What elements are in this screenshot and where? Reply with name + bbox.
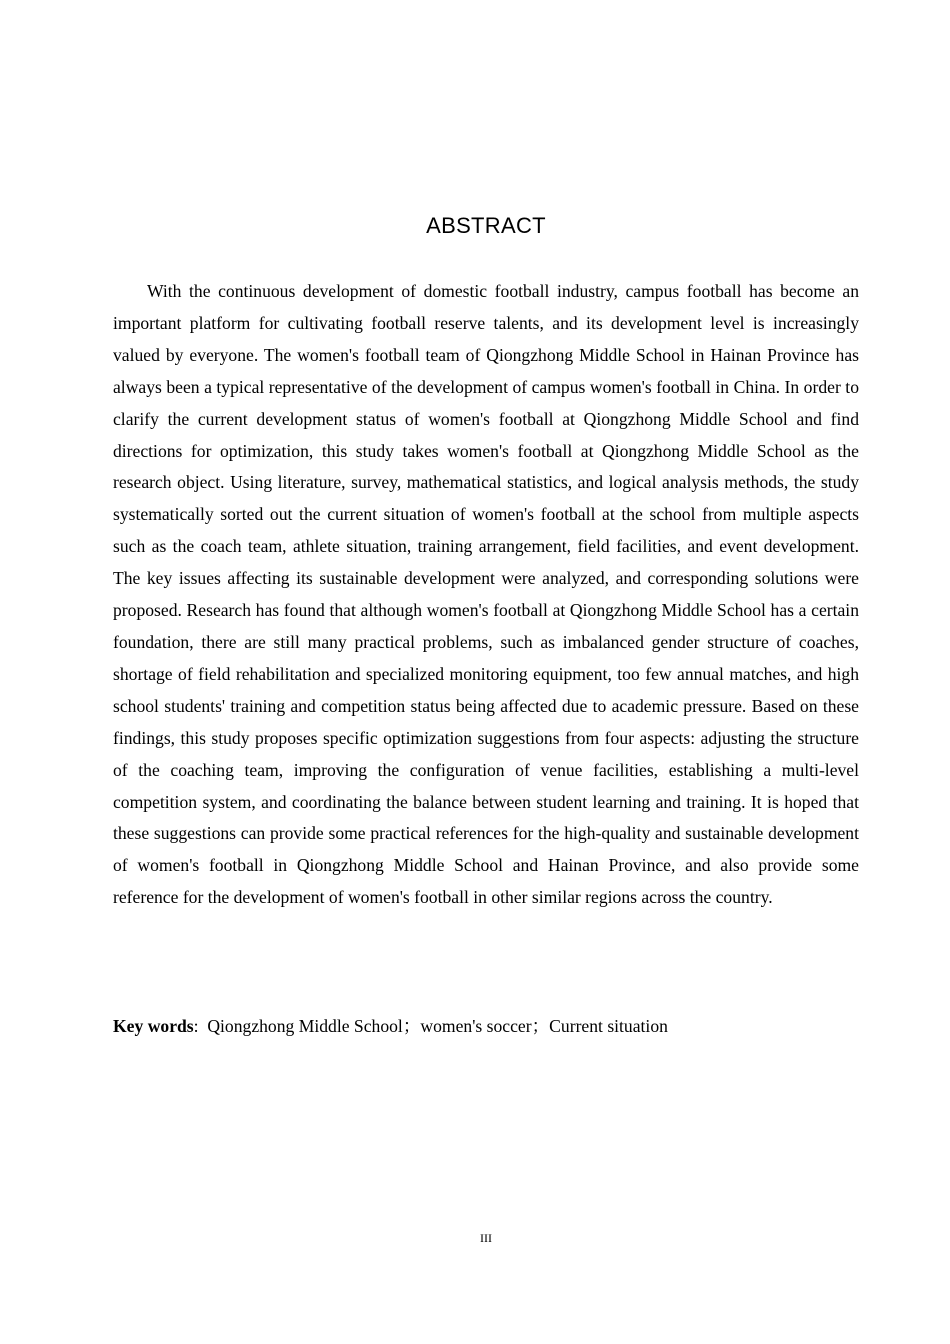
keyword-item: women's soccer bbox=[420, 1016, 532, 1036]
page-number: III bbox=[480, 1231, 492, 1245]
keyword-delimiter: ； bbox=[531, 1016, 550, 1036]
keyword-item: Qiongzhong Middle School bbox=[207, 1016, 403, 1036]
keywords-separator: : bbox=[193, 1016, 199, 1036]
keywords-line bbox=[113, 1011, 859, 1041]
keyword-delimiter: ； bbox=[402, 1016, 421, 1036]
keyword-item: Current situation bbox=[549, 1016, 668, 1036]
keywords-label: Key words bbox=[113, 1016, 194, 1036]
abstract-body: With the continuous development of domestic football industry, campus football has become an important platform for cultivating football reserve talents, and its development level is increasingly valued by everyone. The women's football team of Qiongzhong Middle School in Hainan Province has always been a typical representative of the development of campus women's football in China. In order to clarify the current development status of women's football at Qiongzhong Middle School and find directions for optimization, this study takes women's football at Qiongzhong Middle School as the research object. Using literature, survey, mathematical statistics, and logical analysis methods, the study systematically sorted out the current situation of women's football at the school from multiple aspects such as the coach team, athlete situation, training arrangement, field facilities, and event development. The key issues affecting its sustainable development were analyzed, and corresponding solutions were proposed. Research has found that although women's football at Qiongzhong Middle School has a certain foundation, there are still many practical problems, such as imbalanced gender structure of coaches, shortage of field rehabilitation and specialized monitoring equipment, too few annual matches, and high school students' training and competition status being affected due to academic pressure. Based on these findings, this study proposes specific optimization suggestions from four aspects: adjusting the structure of the coaching team, improving the configuration of venue facilities, establishing a multi-level competition system, and coordinating the balance between student learning and training. It is hoped that these suggestions can provide some practical references for the high-quality and sustainable development of women's football in Qiongzhong Middle School and Hainan Province, and also provide some reference for the development of women's football in other similar regions across the country. bbox=[113, 281, 859, 908]
abstract-title: ABSTRACT bbox=[426, 213, 546, 238]
